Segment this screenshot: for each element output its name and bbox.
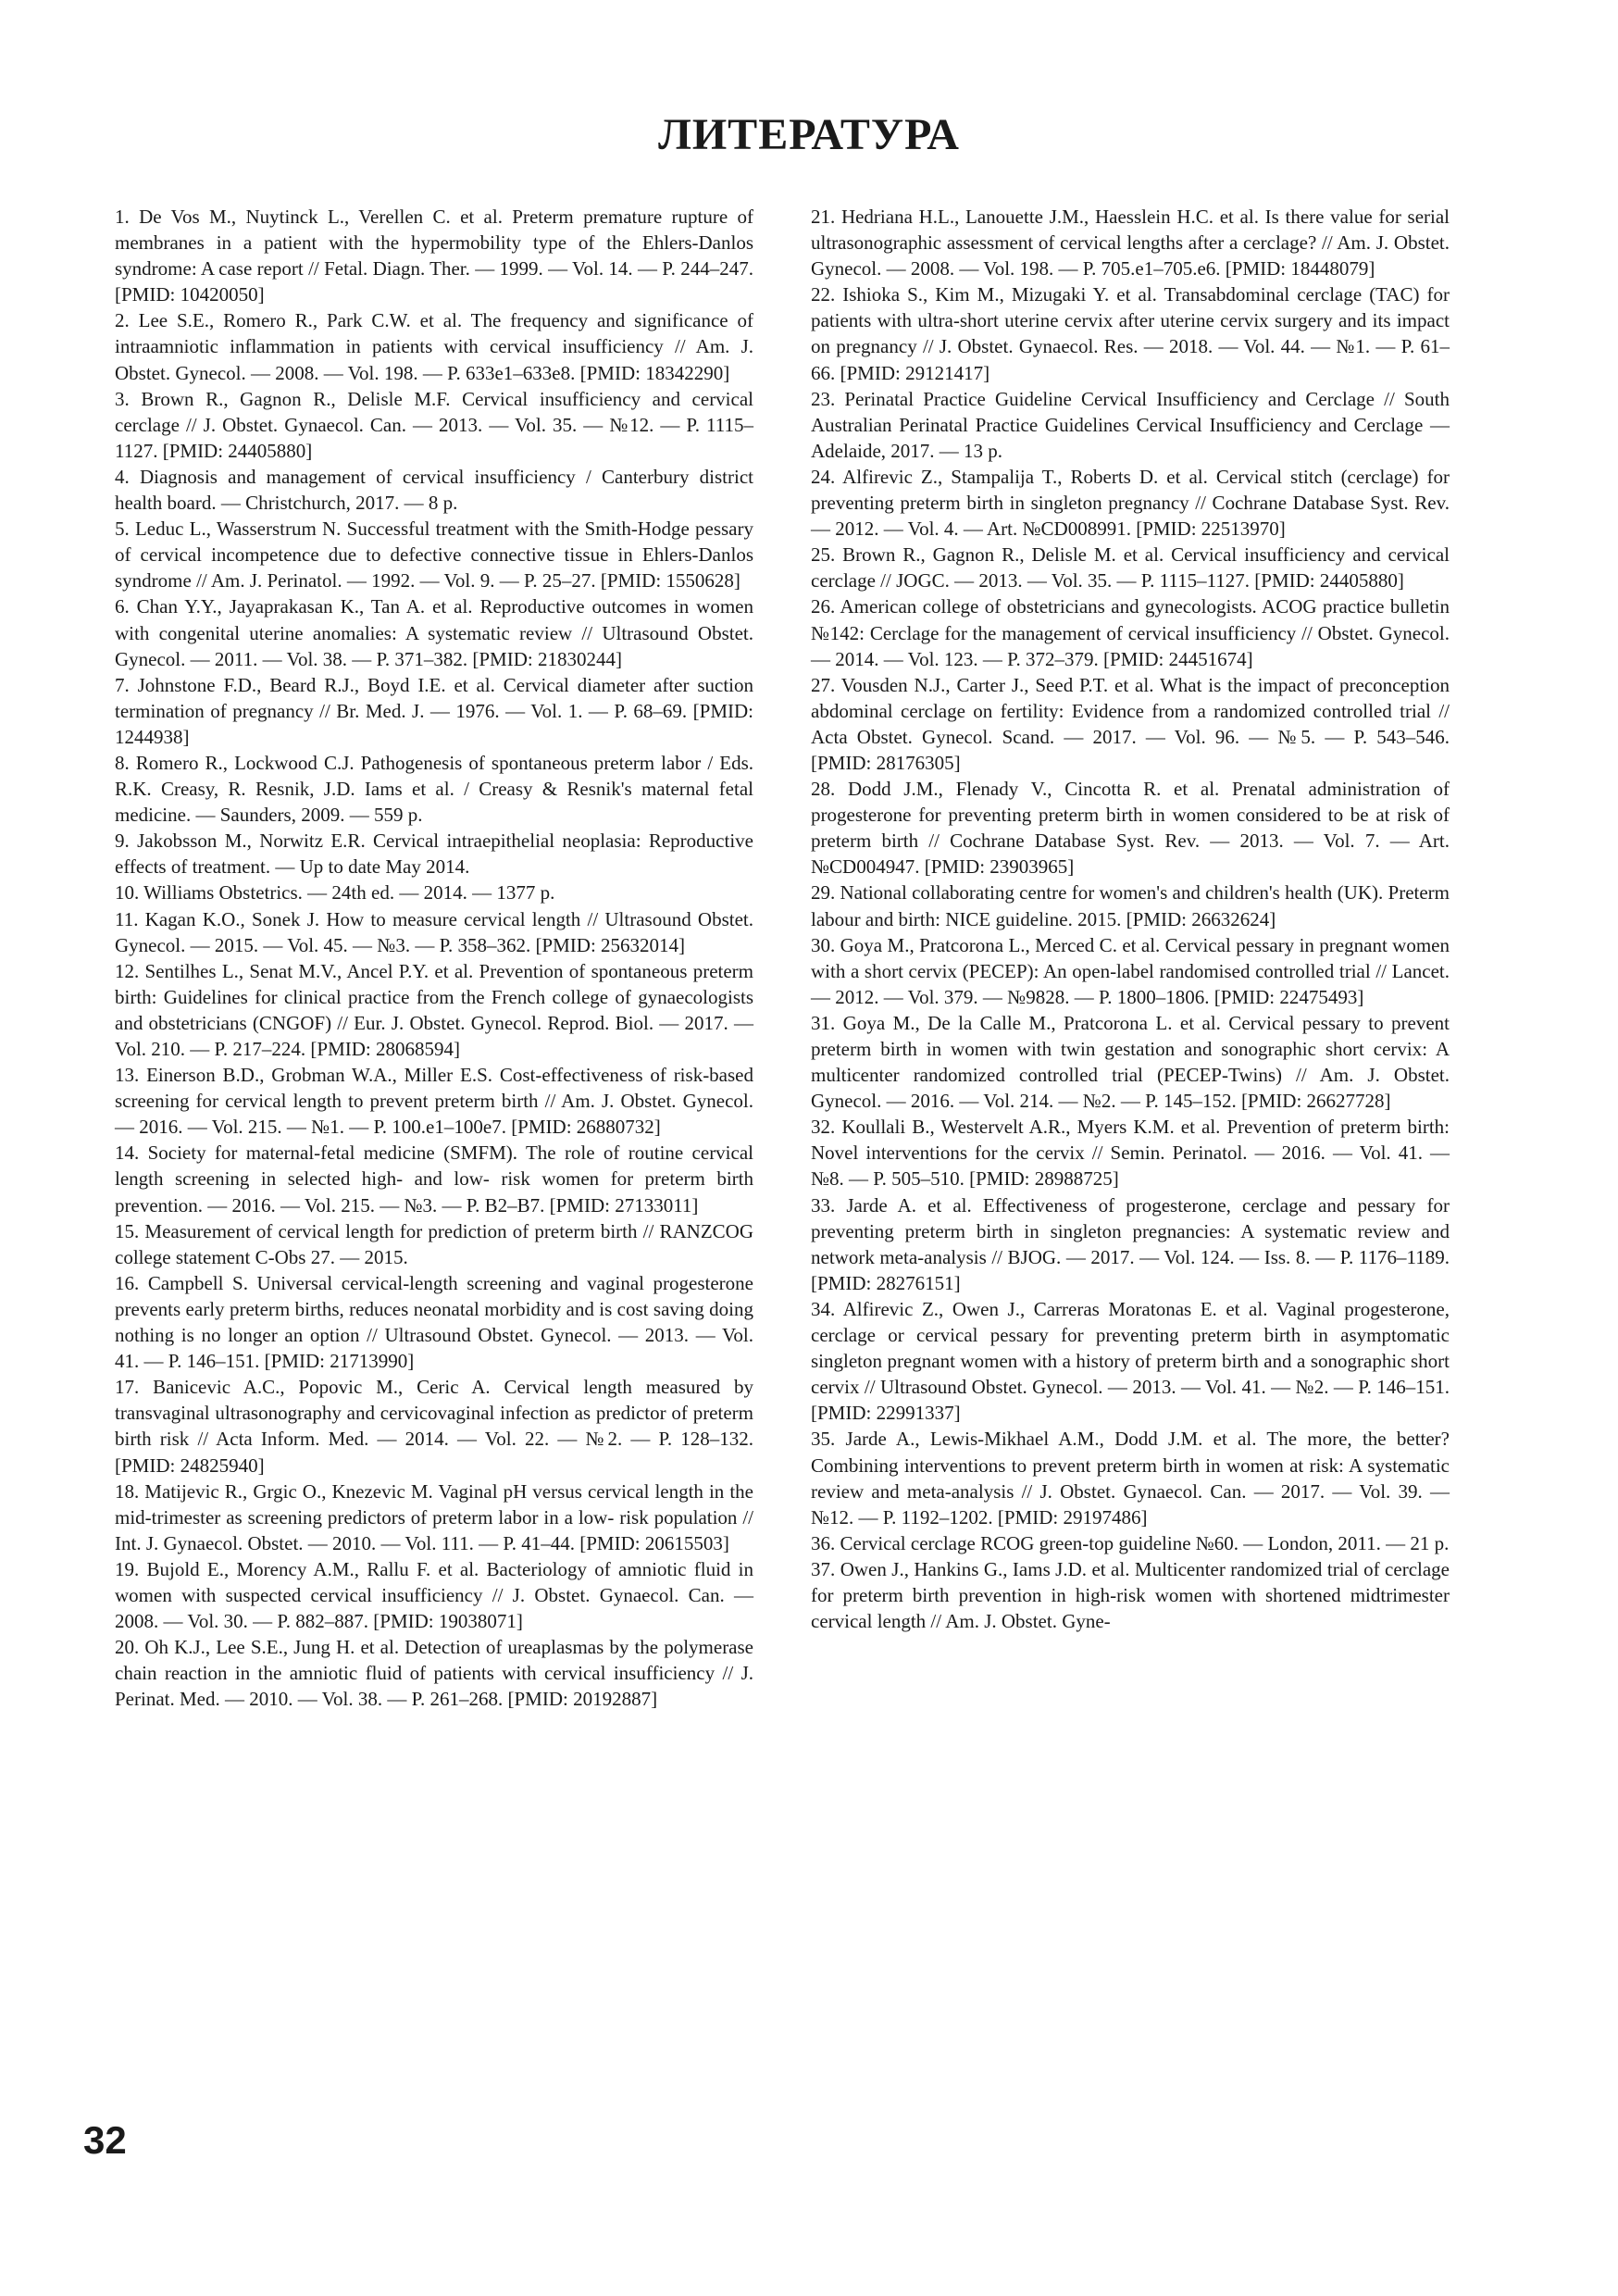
reference-item: 27. Vousden N.J., Carter J., Seed P.T. et al. What is the impact of preconception abdominal cerclage on fertility: Evidence from a randomized controlled trial // Acta Obstet. Gynecol. Scand. — 2017. — Vol. 96. — №5. — P. 543–546. [PMID: 28176305] xyxy=(811,673,1450,774)
reference-item: 37. Owen J., Hankins G., Iams J.D. et al. Multicenter randomized trial of cerclage for preterm birth prevention in high-risk women with shortened midtrimester cervical length // Am. J. Obstet. Gyne- xyxy=(811,1557,1450,1633)
reference-item: 23. Perinatal Practice Guideline Cervical Insufficiency and Cerclage // South Australian Perinatal Practice Guidelines Cervical Insufficiency and Cerclage — Adelaide, 2017. — 13 p. xyxy=(811,387,1450,462)
reference-item: 1. De Vos M., Nuytinck L., Verellen C. et al. Preterm premature rupture of membranes in a patient with the hypermobility type of the Ehlers-Danlos syndrome: A case report // Fetal. Diagn. Ther. — 1999. — Vol. 14. — P. 244–247. [PMID: 10420050] xyxy=(115,206,753,306)
page-title: ЛИТЕРАТУРА xyxy=(658,110,960,159)
references-left-column xyxy=(115,204,753,1712)
reference-item: 33. Jarde A. et al. Effectiveness of progesterone, cerclage and pessary for preventing preterm birth in singleton pregnancies: A systematic review and network meta-analysis // BJOG. — 2017. — Vol. 124. — Iss. 8. — P. 1176–1189. [PMID: 28276151] xyxy=(811,1193,1450,1294)
reference-item: 25. Brown R., Gagnon R., Delisle M. et al. Cervical insufficiency and cervical cerclage // JOGC. — 2013. — Vol. 35. — P. 1115–1127. [PMID: 24405880] xyxy=(811,543,1450,593)
reference-item: 24. Alfirevic Z., Stampalija T., Roberts D. et al. Cervical stitch (cerclage) for preventing preterm birth in singleton pregnancy // Cochrane Database Syst. Rev. — 2012. — Vol. 4. — Art. №CD008991. [PMID: 22513970] xyxy=(811,465,1450,541)
reference-item: 26. American college of obstetricians and gynecologists. ACOG practice bulletin №142: Cerclage for the management of cervical insufficiency // Obstet. Gynecol. — 2014. — Vol. 123. — P. 372–379. [PMID: 24451674] xyxy=(811,595,1450,670)
reference-item: 16. Campbell S. Universal cervical-length screening and vaginal progesterone prevents early preterm births, reduces neonatal morbidity and is cost saving doing nothing is no longer an option // Ultrasound Obstet. Gynecol. — 2013. — Vol. 41. — P. 146–151. [PMID: 21713990] xyxy=(115,1271,753,1373)
reference-item: 30. Goya M., Pratcorona L., Merced C. et al. Cervical pessary in pregnant women with a short cervix (PECEP): An open-label randomised controlled trial // Lancet. — 2012. — Vol. 379. — №9828. — P. 1800–1806. [PMID: 22475493] xyxy=(811,933,1450,1008)
reference-item: 13. Einerson B.D., Grobman W.A., Miller E.S. Cost-effectiveness of risk-based screening for cervical length to prevent preterm birth // Am. J. Obstet. Gynecol. — 2016. — Vol. 215. — №1. — P. 100.e1–100e7. [PMID: 26880732] xyxy=(115,1064,753,1139)
reference-item: 21. Hedriana H.L., Lanouette J.M., Haesslein H.C. et al. Is there value for serial ultrasonographic assessment of cervical lengths after a cerclage? // Am. J. Obstet. Gynecol. — 2008. — Vol. 198. — P. 705.e1–705.e6. [PMID: 18448079] xyxy=(811,206,1450,281)
reference-item: 3. Brown R., Gagnon R., Delisle M.F. Cervical insufficiency and cervical cerclage // J. Obstet. Gynaecol. Can. — 2013. — Vol. 35. — №12. — P. 1115–1127. [PMID: 24405880] xyxy=(115,387,753,462)
reference-item: 4. Diagnosis and management of cervical insufficiency / Canterbury district health board. — Christchurch, 2017. — 8 p. xyxy=(115,465,753,515)
reference-item: 10. Williams Obstetrics. — 24th ed. — 2014. — 1377 p. xyxy=(115,881,555,905)
page-number: 32 xyxy=(83,2118,127,2162)
reference-item: 18. Matijevic R., Grgic O., Knezevic M. Vaginal pH versus cervical length in the mid-trimester as screening predictors of preterm labor in a low- risk population // Int. J. Gynaecol. Obstet. — 2010. — Vol. 111. — P. 41–44. [PMID: 20615503] xyxy=(115,1479,753,1554)
reference-item: 20. Oh K.J., Lee S.E., Jung H. et al. Detection of ureaplasmas by the polymerase chain reaction in the amniotic fluid of patients with cervical insufficiency // J. Perinat. Med. — 2010. — Vol. 38. — P. 261–268. [PMID: 20192887] xyxy=(115,1636,753,1711)
reference-item: 28. Dodd J.M., Flenady V., Cincotta R. et al. Prenatal administration of progesterone for preventing preterm birth in women considered to be at risk of preterm birth // Cochrane Database Syst. Rev. — 2013. — Vol. 7. — Art. №CD004947. [PMID: 23903965] xyxy=(811,778,1450,879)
reference-item: 11. Kagan K.O., Sonek J. How to measure cervical length // Ultrasound Obstet. Gynecol. — 2015. — Vol. 45. — №3. — P. 358–362. [PMID: 25632014] xyxy=(115,907,753,956)
reference-item: 22. Ishioka S., Kim M., Mizugaki Y. et al. Transabdominal cerclage (TAC) for patients with ultra-short uterine cervix after uterine cervix surgery and its impact on pregnancy // J. Obstet. Gynaecol. Res. — 2018. — Vol. 44. — №1. — P. 61–66. [PMID: 29121417] xyxy=(811,283,1450,384)
reference-item: 14. Society for maternal-fetal medicine (SMFM). The role of routine cervical length screening in selected high- and low- risk women for preterm birth prevention. — 2016. — Vol. 215. — №3. — P. B2–B7. [PMID: 27133011] xyxy=(115,1142,753,1217)
reference-item: 15. Measurement of cervical length for prediction of preterm birth // RANZCOG college statement C-Obs 27. — 2015. xyxy=(115,1219,753,1268)
references-right-column xyxy=(811,204,1450,1634)
reference-item: 29. National collaborating centre for women's and children's health (UK). Preterm labour and birth: NICE guideline. 2015. [PMID: 26632624] xyxy=(811,881,1450,930)
reference-item: 34. Alfirevic Z., Owen J., Carreras Moratonas E. et al. Vaginal progesterone, cerclage or cervical pessary for preventing preterm birth in asymptomatic singleton pregnant women with a history of preterm birth and a sonographic short cervix // Ultrasound Obstet. Gynecol. — 2013. — Vol. 41. — №2. — P. 146–151. [PMID: 22991337] xyxy=(811,1297,1450,1425)
reference-item: 36. Cervical cerclage RCOG green-top guideline №60. — London, 2011. — 21 p. xyxy=(811,1531,1450,1554)
reference-item: 5. Leduc L., Wasserstrum N. Successful treatment with the Smith-Hodge pessary of cervical incompetence due to defective connective tissue in Ehlers-Danlos syndrome // Am. J. Perinatol. — 1992. — Vol. 9. — P. 25–27. [PMID: 1550628] xyxy=(115,518,753,593)
reference-item: 8. Romero R., Lockwood C.J. Pathogenesis of spontaneous preterm labor / Eds. R.K. Creasy, R. Resnik, J.D. Iams et al. / Creasy & Resnik's maternal fetal medicine. — Saunders, 2009. — 559 p. xyxy=(115,751,753,827)
reference-item: 32. Koullali B., Westervelt A.R., Myers K.M. et al. Prevention of preterm birth: Novel interventions for the cervix // Semin. Perinatol. — 2016. — Vol. 41. — №8. — P. 505–510. [PMID: 28988725] xyxy=(811,1116,1450,1191)
reference-item: 9. Jakobsson M., Norwitz E.R. Cervical intraepithelial neoplasia: Reproductive effects of treatment. — Up to date May 2014. xyxy=(115,830,753,879)
reference-item: 19. Bujold E., Morency A.M., Rallu F. et al. Bacteriology of amniotic fluid in women with suspected cervical insufficiency // J. Obstet. Gynaecol. Can. — 2008. — Vol. 30. — P. 882–887. [PMID: 19038071] xyxy=(115,1557,753,1633)
reference-item: 17. Banicevic A.C., Popovic M., Ceric A. Cervical length measured by transvaginal ultrasonography and cervicovaginal infection as predictor of preterm birth risk // Acta Inform. Med. — 2014. — Vol. 22. — №2. — P. 128–132. [PMID: 24825940] xyxy=(115,1376,753,1477)
reference-item: 7. Johnstone F.D., Beard R.J., Boyd I.E. et al. Cervical diameter after suction termination of pregnancy // Br. Med. J. — 1976. — Vol. 1. — P. 68–69. [PMID: 1244938] xyxy=(115,673,753,748)
reference-item: 31. Goya M., De la Calle M., Pratcorona L. et al. Cervical pessary to prevent preterm birth in women with twin gestation and sonographic short cervix: A multicenter randomized controlled trial (PECEP-Twins) // Am. J. Obstet. Gynecol. — 2016. — Vol. 214. — №2. — P. 145–152. [PMID: 26627728] xyxy=(811,1011,1450,1113)
reference-item: 2. Lee S.E., Romero R., Park C.W. et al. The frequency and significance of intraamniotic inflammation in patients with cervical insufficiency // Am. J. Obstet. Gynecol. — 2008. — Vol. 198. — P. 633e1–633e8. [PMID: 18342290] xyxy=(115,309,753,384)
reference-item: 6. Chan Y.Y., Jayaprakasan K., Tan A. et al. Reproductive outcomes in women with congenital uterine anomalies: A systematic review // Ultrasound Obstet. Gynecol. — 2011. — Vol. 38. — P. 371–382. [PMID: 21830244] xyxy=(115,595,753,670)
reference-item: 35. Jarde A., Lewis-Mikhael A.M., Dodd J.M. et al. The more, the better? Combining interventions to prevent preterm birth in women at risk: A systematic review and meta-analysis // J. Obstet. Gynaecol. Can. — 2017. — Vol. 39. — №12. — P. 1192–1202. [PMID: 29197486] xyxy=(811,1428,1450,1529)
reference-item: 12. Sentilhes L., Senat M.V., Ancel P.Y. et al. Prevention of spontaneous preterm birth: Guidelines for clinical practice from the French college of gynaecologists and obstetricians (CNGOF) // Eur. J. Obstet. Gynecol. Reprod. Biol. — 2017. — Vol. 210. — P. 217–224. [PMID: 28068594] xyxy=(115,959,753,1060)
